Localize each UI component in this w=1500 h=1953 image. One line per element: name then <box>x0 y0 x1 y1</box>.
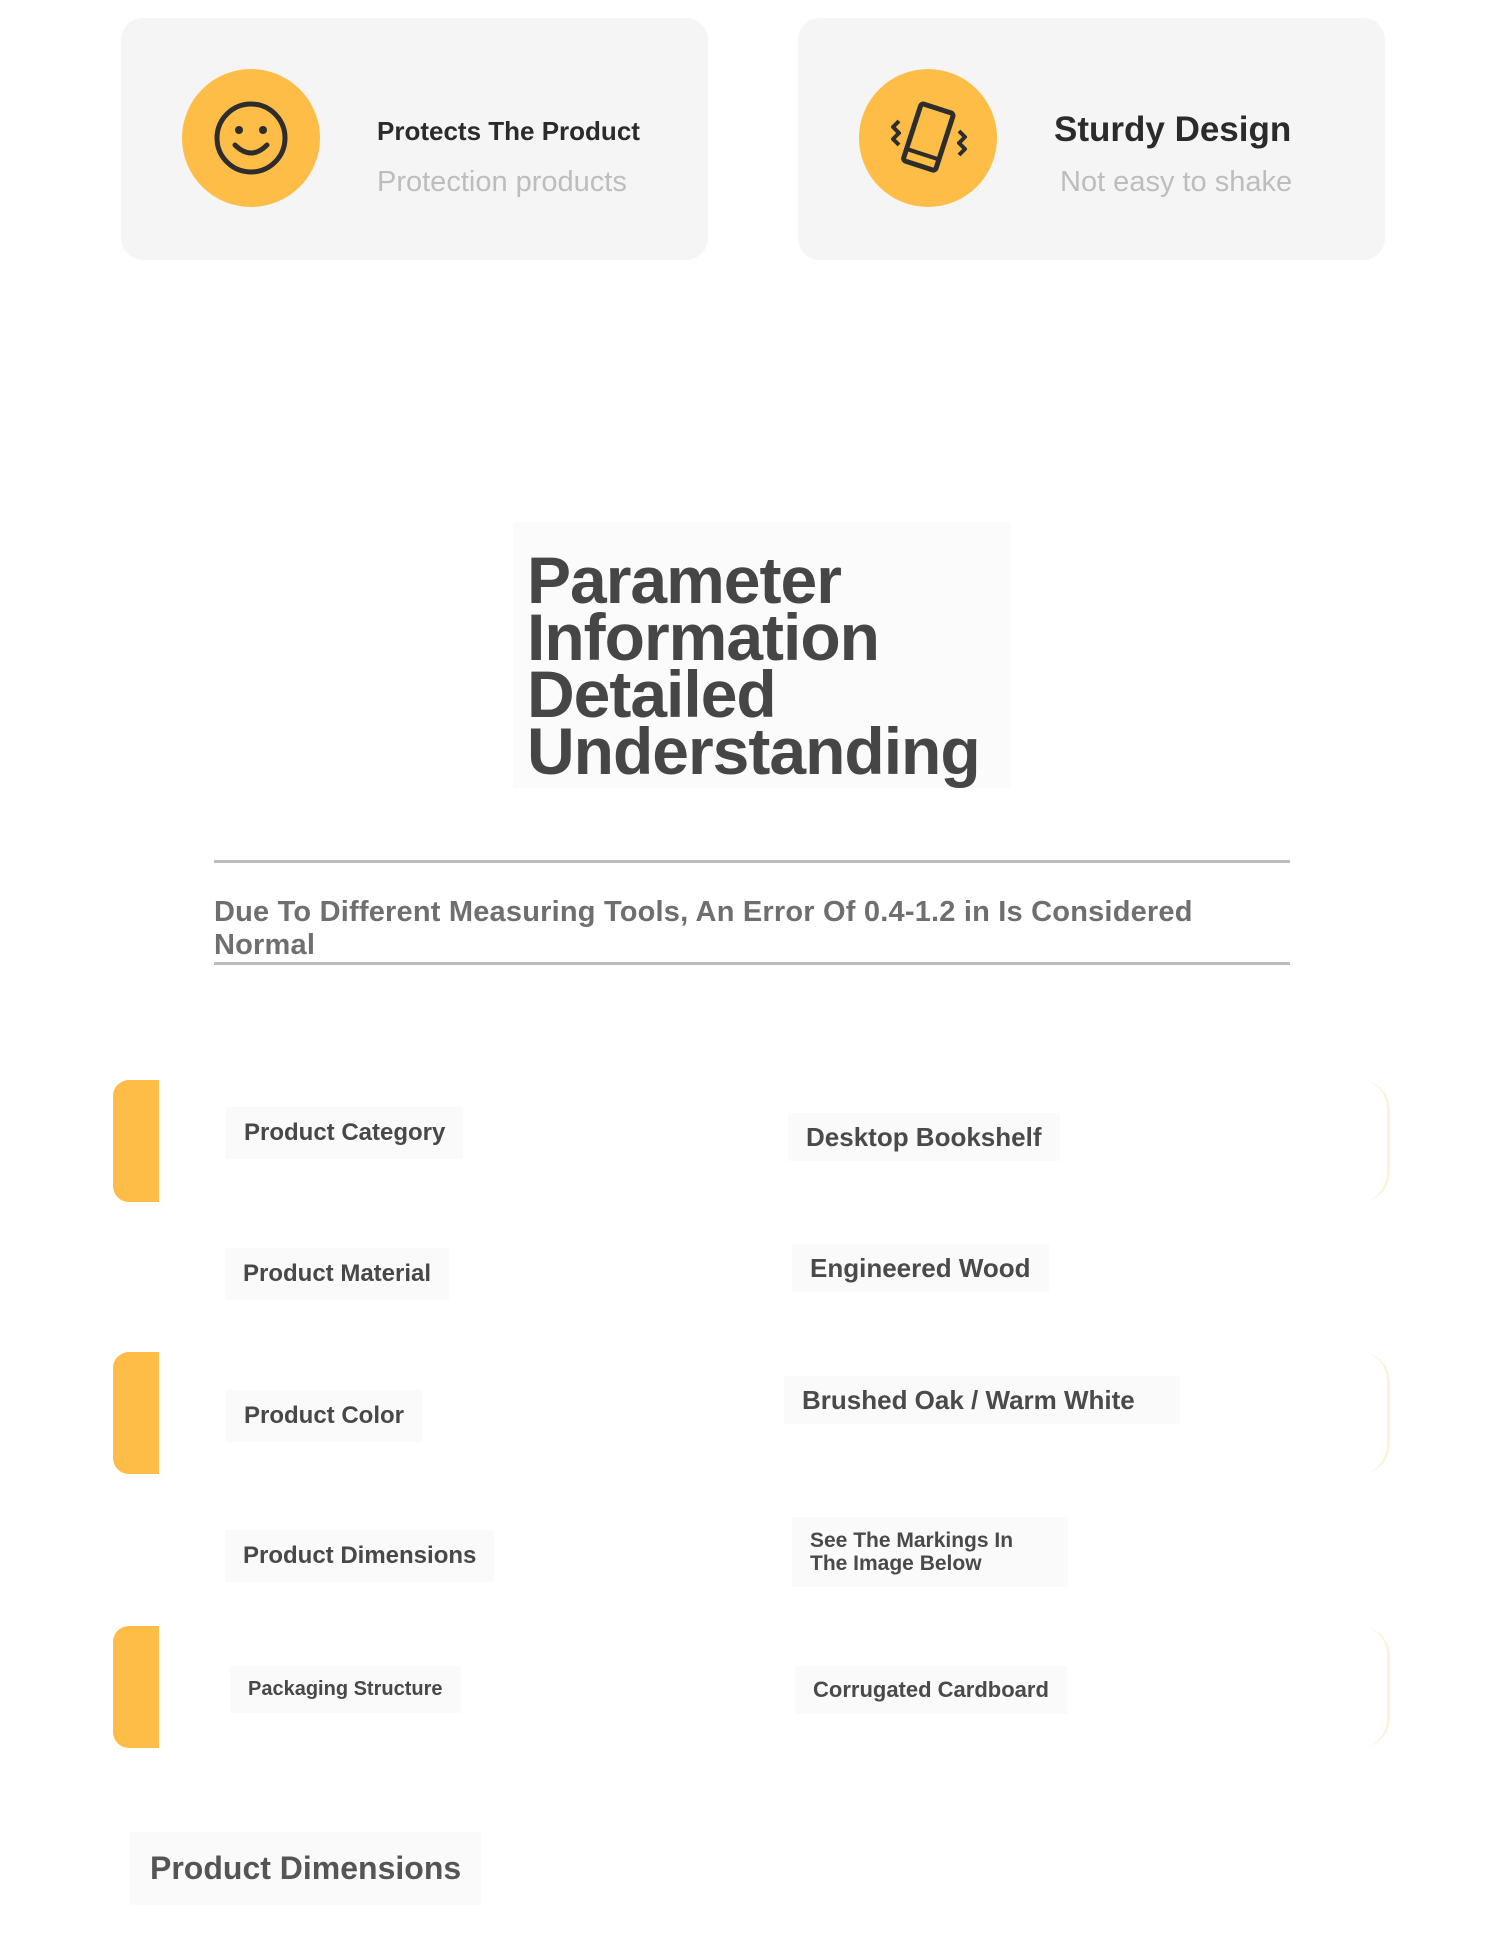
param-label: Product Category <box>226 1107 463 1159</box>
param-value: Engineered Wood <box>792 1244 1049 1292</box>
param-value: See The Markings In The Image Below <box>792 1517 1068 1587</box>
param-row-category <box>0 1080 1500 1202</box>
param-row-packaging <box>0 1626 1500 1748</box>
param-label: Product Dimensions <box>225 1530 494 1582</box>
divider-top <box>214 860 1290 863</box>
param-label: Product Material <box>225 1248 449 1300</box>
row-accent-tab <box>113 1080 159 1202</box>
param-label: Product Color <box>226 1390 422 1442</box>
param-value: Corrugated Cardboard <box>795 1666 1067 1714</box>
param-row-material <box>0 1220 1500 1342</box>
smiley-face-icon <box>182 69 320 207</box>
param-label: Packaging Structure <box>230 1666 461 1713</box>
divider-bottom <box>214 962 1290 965</box>
page-title: Parameter Information Detailed Understanding <box>513 522 1011 788</box>
param-value: Desktop Bookshelf <box>788 1113 1060 1161</box>
feature-subtitle: Not easy to shake <box>1060 166 1293 198</box>
feature-card-protects <box>121 18 708 260</box>
param-value: Brushed Oak / Warm White <box>784 1376 1180 1424</box>
row-accent-edge <box>1360 1352 1390 1474</box>
row-accent-tab <box>113 1626 159 1748</box>
feature-title: Protects The Product <box>377 116 640 146</box>
measurement-note: Due To Different Measuring Tools, An Error Of 0.4-1.2 in Is Considered Normal <box>214 896 1193 961</box>
param-row-color <box>0 1352 1500 1474</box>
feature-title: Sturdy Design <box>1054 110 1292 149</box>
section-title: Product Dimensions <box>130 1832 481 1905</box>
param-row-dimensions <box>0 1497 1500 1619</box>
feature-subtitle: Protection products <box>377 166 627 198</box>
feature-card-sturdy <box>798 18 1385 260</box>
row-accent-edge <box>1360 1080 1390 1202</box>
row-accent-edge <box>1360 1626 1390 1748</box>
feature-badge <box>182 69 320 207</box>
feature-badge <box>859 69 997 207</box>
vibrating-phone-icon <box>859 69 997 207</box>
row-accent-tab <box>113 1352 159 1474</box>
